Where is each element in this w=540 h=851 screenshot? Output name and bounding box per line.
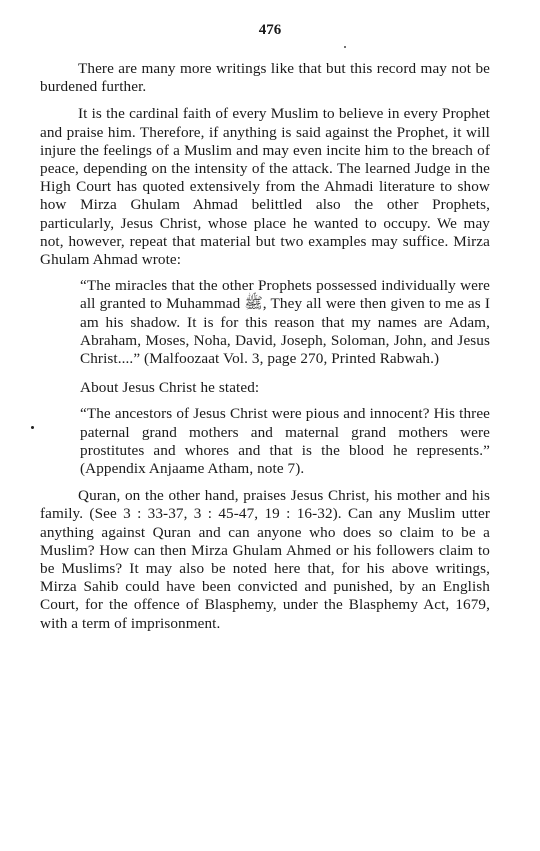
block-quote-2: “The ancestors of Jesus Christ were pious and innocent? His three paternal grand mothers and maternal grand mothers were prostitutes and whores and that is the blood he represents.” (Appendix Anjaame Atham, note 7). (80, 405, 490, 478)
paragraph-1: There are many more writings like that but this record may not be burdened further. (40, 60, 490, 96)
quote-intro: About Jesus Christ he stated: (80, 379, 260, 397)
print-speck (31, 426, 34, 429)
paragraph-2: It is the cardinal faith of every Muslim to believe in every Prophet and praise him. Therefore, if anything is said against the Prophet, it will injure the feelings of a Muslim and may even incite him to the breach of peace, depending on the intensity of the attack. The learned Judge in the High Court has quoted extensively from the Ahmadi literature to show how Mirza Ghulam Ahmad belittled also the other Prophets, particularly, Jesus Christ, whose place he wanted to occupy. We may not, however, repeat that material but two examples may suffice. Mirza Ghulam Ahmad wrote: (40, 105, 490, 269)
block-quote-1: “The miracles that the other Prophets possessed individually were all granted to Muhammad ﷺ, They all were then given to me as I am his shadow. It is for this reason that my names are Adam, Abraham, Moses, Noha, David, Joseph, Soloman, John, and Jesus Christ....” (Malfoozaat Vol. 3, page 270, Printed Rabwah.) (80, 277, 491, 368)
page-number: 476 (258, 22, 282, 38)
paragraph-3: Quran, on the other hand, praises Jesus Christ, his mother and his family. (See 3 : 33-37, 3 : 45-47, 19 : 16-32). Can any Muslim utter anything against Quran and can anyone who does so claim to be a Muslim? How can then Mirza Ghulam Ahmed or his followers claim to be Muslims? It may also be noted here that, for his above writings, Mirza Sahib could have been convicted and punished, by an English Court, for the offence of Blasphemy, under the Blasphemy Act, 1679, with a term of imprisonment. (40, 487, 490, 632)
page-body (40, 60, 490, 633)
print-speck (344, 46, 346, 48)
